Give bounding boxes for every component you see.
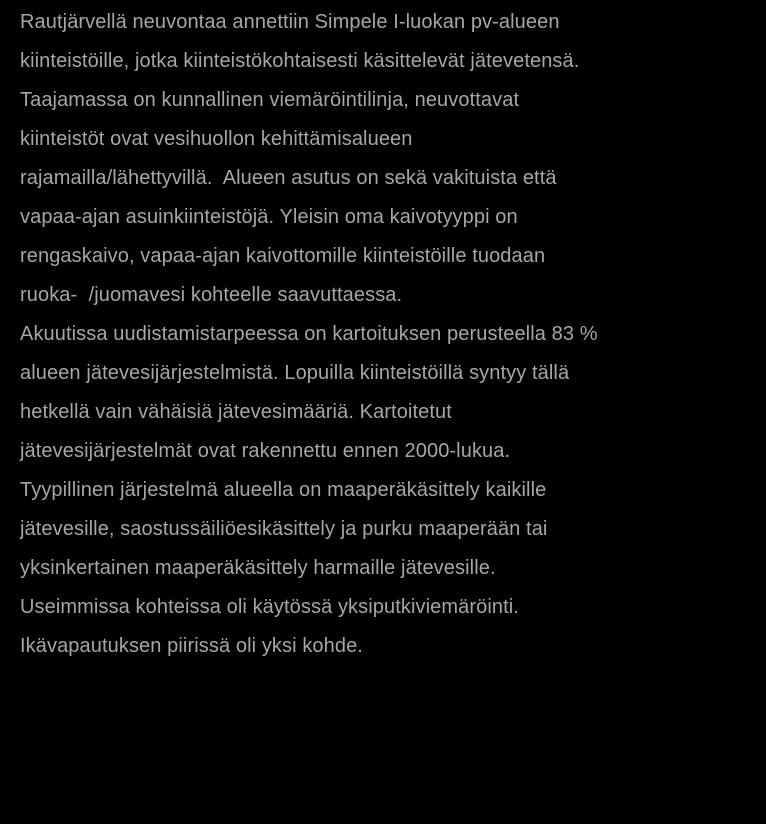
document-text — [20, 3, 764, 666]
text-line: Ikävapautuksen piirissä oli yksi kohde. — [20, 635, 363, 657]
text-line: jätevesille, saostussäiliöesikäsittely ja purku maaperään tai — [20, 518, 548, 540]
text-line: rajamailla/lähettyvillä. Alueen asutus on sekä vakituista että — [20, 167, 557, 189]
text-line: Akuutissa uudistamistarpeessa on kartoituksen perusteella 83 % — [20, 323, 598, 345]
text-line: yksinkertainen maaperäkäsittely harmaille jätevesille. — [20, 557, 496, 579]
text-line: ruoka- /juomavesi kohteelle saavuttaessa. — [20, 284, 403, 306]
text-line: Taajamassa on kunnallinen viemäröintilinja, neuvottavat — [20, 89, 520, 111]
text-line: rengaskaivo, vapaa-ajan kaivottomille kiinteistöille tuodaan — [20, 245, 546, 267]
text-line: vapaa-ajan asuinkiinteistöjä. Yleisin oma kaivotyyppi on — [20, 206, 518, 228]
text-line: jätevesijärjestelmät ovat rakennettu ennen 2000-lukua. — [20, 440, 511, 462]
text-line: kiinteistöille, jotka kiinteistökohtaisesti käsittelevät jätevetensä. — [20, 50, 580, 72]
text-line: hetkellä vain vähäisiä jätevesimääriä. Kartoitetut — [20, 401, 452, 423]
text-line: Tyypillinen järjestelmä alueella on maaperäkäsittely kaikille — [20, 479, 547, 501]
text-line: alueen jätevesijärjestelmistä. Lopuilla kiinteistöillä syntyy tällä — [20, 362, 570, 384]
text-line: Rautjärvellä neuvontaa annettiin Simpele I-luokan pv-alueen — [20, 11, 560, 33]
text-line: kiinteistöt ovat vesihuollon kehittämisalueen — [20, 128, 413, 150]
text-line: Useimmissa kohteissa oli käytössä yksiputkiviemäröinti. — [20, 596, 519, 618]
